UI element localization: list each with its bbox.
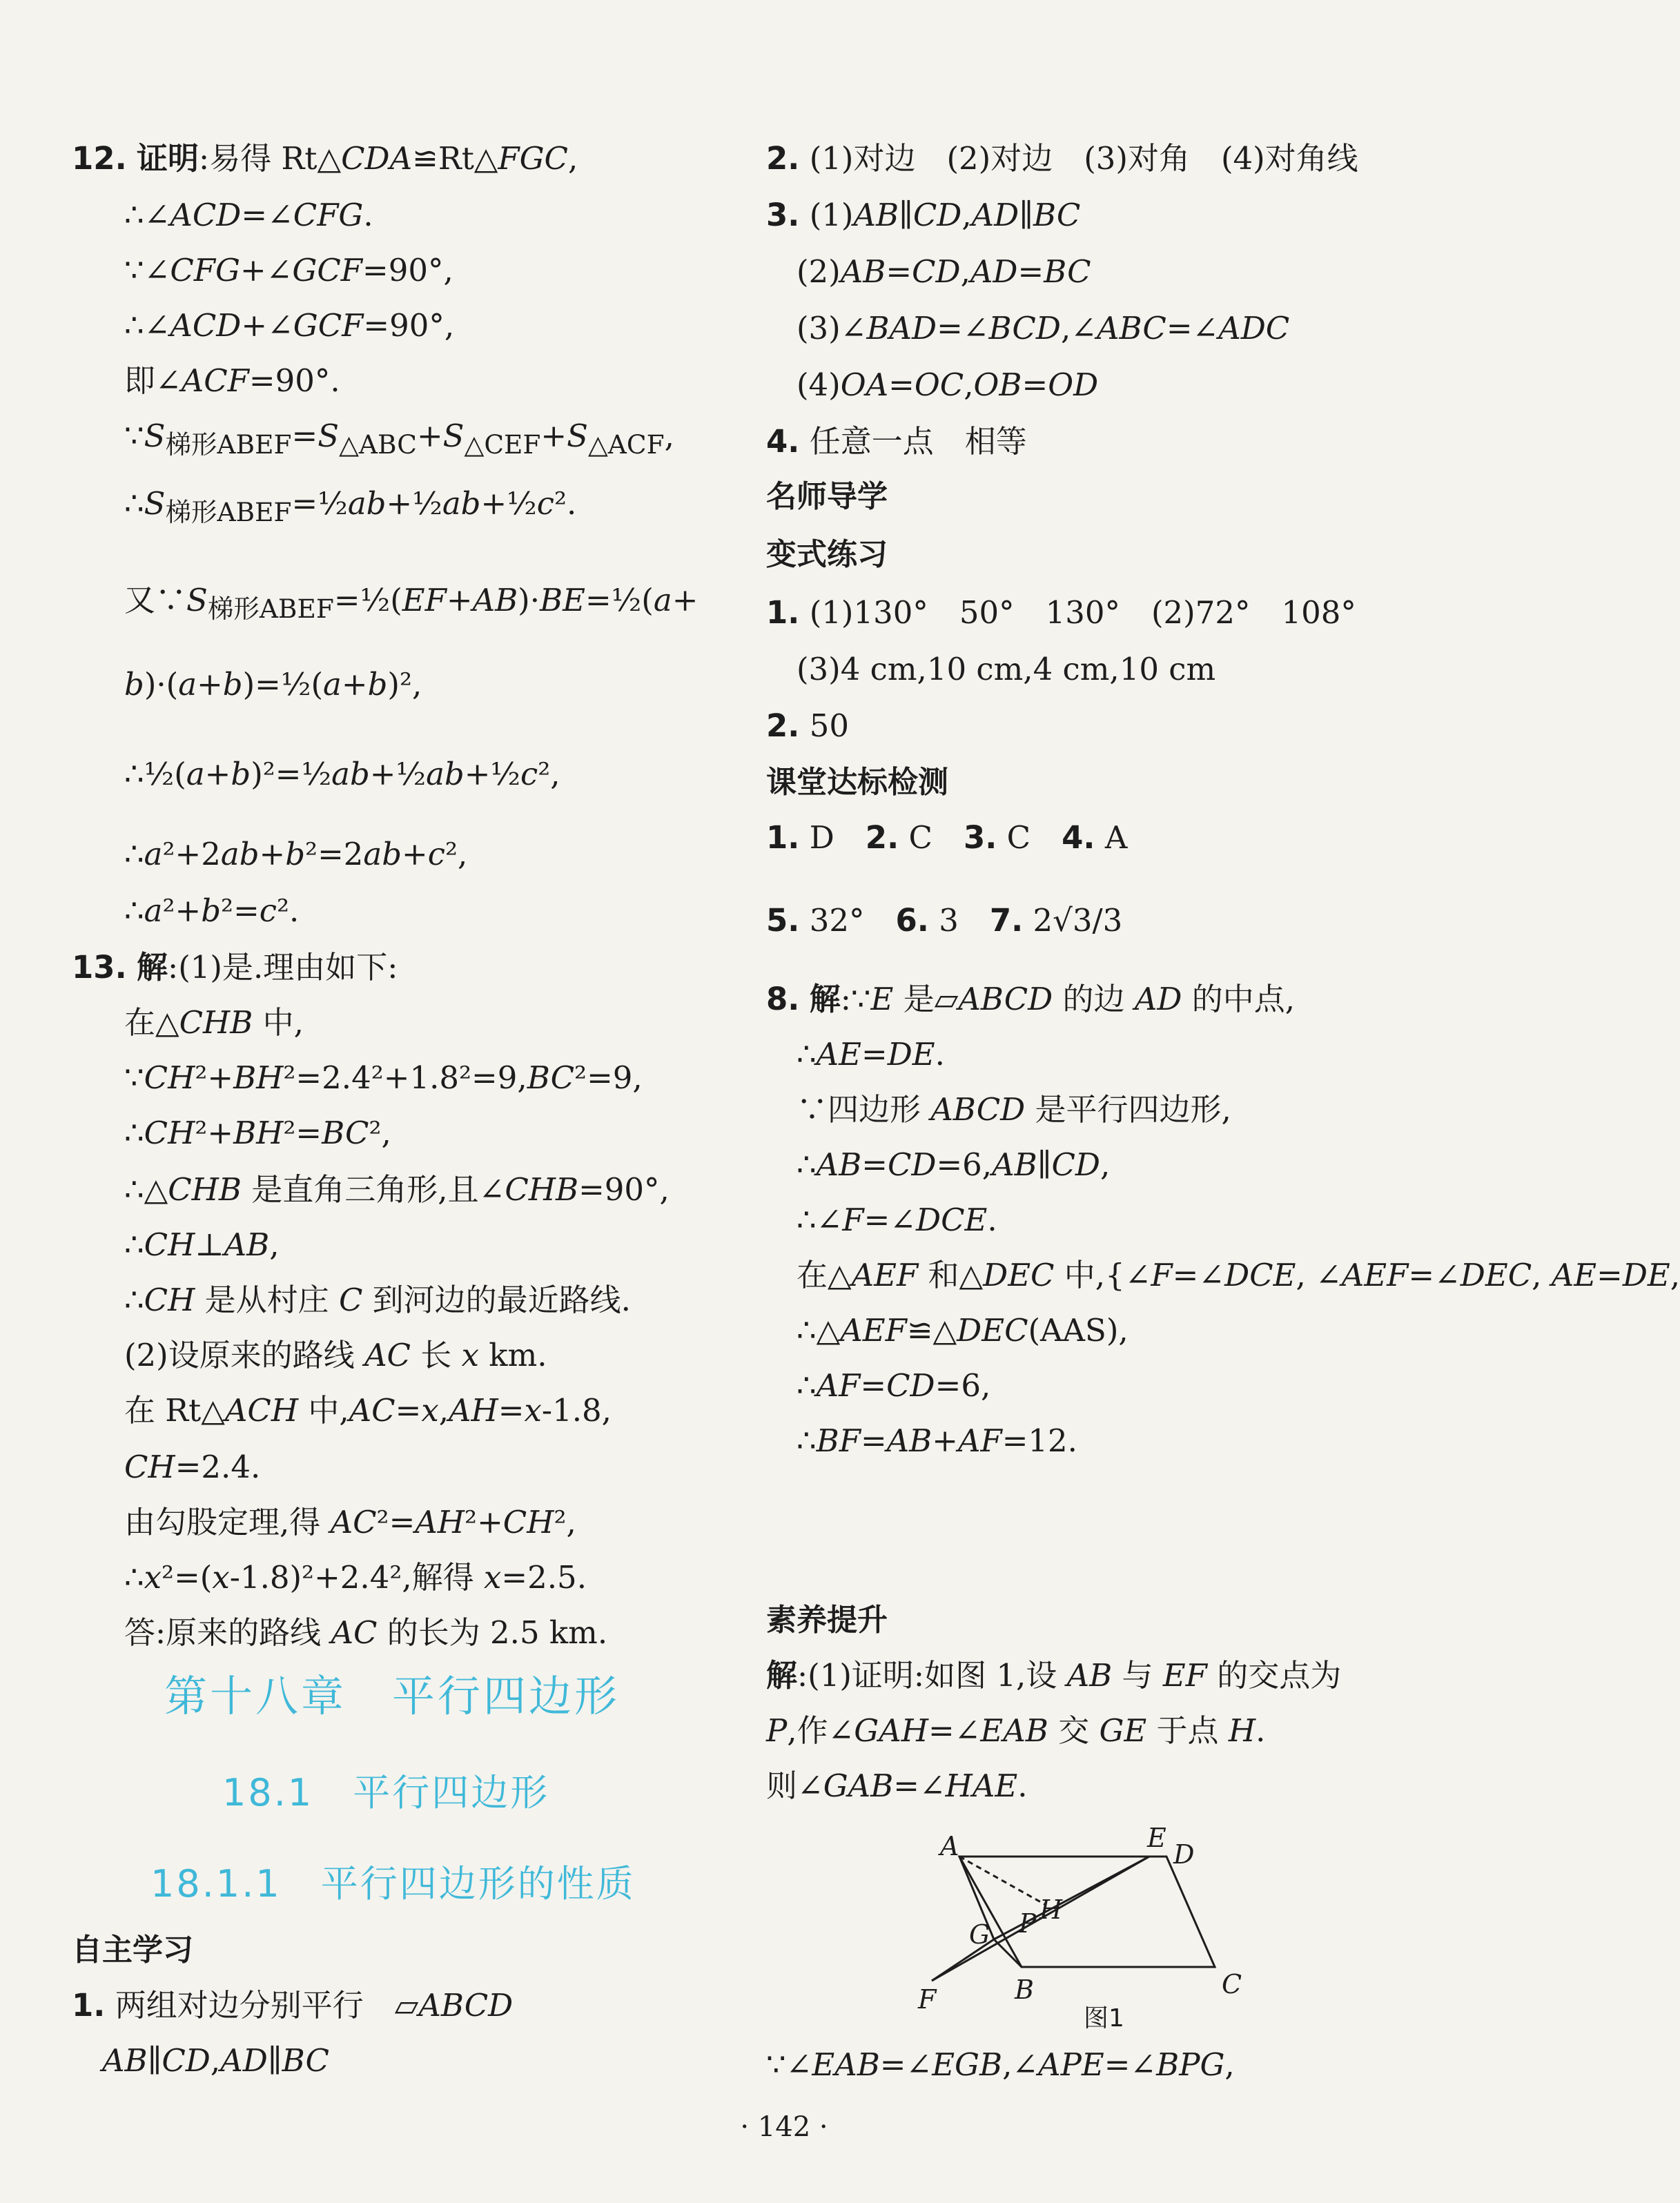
label-p: P [1019, 1908, 1037, 1939]
left-line-16: ∴CH²+BH²=BC², [124, 1115, 391, 1151]
subsection-title: 18.1.1 平行四边形的性质 [150, 1862, 636, 1906]
q8-line-1: 8. 解:∵E 是▱ABCD 的边 AD 的中点, [766, 981, 1296, 1017]
final-line-1: ∵∠EAB=∠EGB,∠APE=∠BPG, [766, 2046, 1235, 2083]
left-line-12: ∴a²+b²=c². [124, 892, 300, 929]
q8-line-5: ∴∠F=∠DCE. [797, 1202, 997, 1238]
left-line-9: b)·(a+b)=½(a+b)², [124, 666, 422, 703]
q8-line-2: ∴AE=DE. [797, 1036, 945, 1073]
q8-line-9: ∴BF=AB+AF=12. [797, 1422, 1077, 1459]
left-line-3: ∵∠CFG+∠GCF=90°, [124, 252, 453, 288]
bianshi-heading: 变式练习 [766, 537, 888, 572]
bianshi-line-3: 2. 50 [766, 707, 849, 744]
q8-line-7: ∴△AEF≌△DEC(AAS), [797, 1312, 1129, 1349]
label-e: E [1147, 1823, 1166, 1853]
ketang-line-1: 1. D 2. C 3. C 4. A [766, 819, 1128, 856]
left-line-8: 又$\because S_{梯形ABEF}=\frac{1}{2}(EF+AB)\cdot BE=\frac{1}{2}(a+$ [124, 582, 699, 624]
left-line-19: ∴CH 是从村庄 C 到河边的最近路线. [124, 1282, 631, 1318]
figure-1-parallelogram [918, 1822, 1277, 2033]
label-g: G [969, 1919, 990, 1950]
right-line-2: 3. (1)AB∥CD,AD∥BC [766, 197, 1081, 233]
suyang-heading: 素养提升 [766, 1603, 888, 1638]
left-line-7: $\therefore S_{梯形ABEF}=\frac{1}{2}ab+\frac{1}{2}ab+\frac{1}{2}c^2$. [124, 485, 577, 527]
right-line-1: 2. (1)对边 (2)对边 (3)对角 (4)对角线 [766, 140, 1358, 177]
left-line-14: 在△CHB 中, [124, 1004, 304, 1041]
suyang-line-3: 则∠GAB=∠HAE. [766, 1768, 1028, 1804]
suyang-line-2: P,作∠GAH=∠EAB 交 GE 于点 H. [766, 1712, 1266, 1749]
left-line-4: ∴∠ACD+∠GCF=90°, [124, 307, 455, 344]
right-line-4: (3)∠BAD=∠BCD,∠ABC=∠ADC [797, 310, 1290, 346]
parallelogram-abcd [959, 1857, 1215, 1967]
label-a: A [940, 1831, 959, 1861]
left-line-20: (2)设原来的路线 AC 长 x km. [124, 1337, 547, 1373]
left-line-6: $\because S_{梯形ABEF}=S_{\triangle ABC}+S_{\triangle CEF}+S_{\triangle ACF}$, [124, 418, 674, 460]
label-b: B [1015, 1975, 1034, 2005]
left-line-17: ∴△CHB 是直角三角形,且∠CHB=90°, [124, 1171, 670, 1208]
left-line-11: ∴a²+2ab+b²=2ab+c², [124, 836, 468, 872]
left-tail-line-2: AB∥CD,AD∥BC [102, 2042, 329, 2079]
segment-ge [994, 1857, 1149, 1939]
q8-line-6: 在△AEF 和△DEC 中,{∠F=∠DCE, ∠AEF=∠DEC, AE=DE, [797, 1257, 1680, 1293]
page-number: · 142 · [740, 2111, 828, 2143]
ketang-heading: 课堂达标检测 [766, 765, 948, 800]
left-line-1: 12. 证明:易得 Rt△CDA≌Rt△FGC, [72, 140, 578, 177]
label-c: C [1222, 1969, 1242, 1999]
left-line-23: 由勾股定理,得 AC²=AH²+CH², [124, 1504, 576, 1540]
label-f: F [918, 1984, 937, 2015]
q8-line-4: ∴AB=CD=6,AB∥CD, [797, 1146, 1111, 1183]
left-line-5: 即∠ACF=90°. [124, 362, 340, 399]
section-title: 18.1 平行四边形 [222, 1771, 550, 1814]
q8-line-3: ∵四边形 ABCD 是平行四边形, [797, 1091, 1231, 1128]
right-line-6: 4. 任意一点 相等 [766, 423, 1027, 460]
left-line-18: ∴CH⊥AB, [124, 1226, 280, 1263]
left-line-21: 在 Rt△ACH 中,AC=x,AH=x-1.8, [124, 1392, 612, 1429]
left-line-2: ∴∠ACD=∠CFG. [124, 197, 373, 233]
figure-caption: 图1 [1084, 2004, 1124, 2033]
mingshi-heading: 名师导学 [766, 479, 888, 514]
left-line-10: ∴½(a+b)²=½ab+½ab+½c², [124, 756, 560, 792]
ketang-line-2: 5. 32° 6. 3 7. 2√3/3 [766, 902, 1123, 939]
bianshi-line-2: (3)4 cm,10 cm,4 cm,10 cm [797, 651, 1216, 687]
self-study-heading: 自主学习 [72, 1932, 193, 1968]
left-line-13: 13. 解:(1)是.理由如下: [72, 949, 398, 986]
right-line-3: (2)AB=CD,AD=BC [797, 253, 1091, 290]
label-d: D [1173, 1839, 1195, 1870]
left-tail-line-1: 1. 两组对边分别平行 ▱ABCD [72, 1987, 514, 2024]
left-line-24: ∴x²=(x-1.8)²+2.4²,解得 x=2.5. [124, 1559, 587, 1596]
suyang-line-1: 解:(1)证明:如图 1,设 AB 与 EF 的交点为 [766, 1657, 1342, 1694]
left-line-25: 答:原来的路线 AC 的长为 2.5 km. [124, 1614, 608, 1651]
bianshi-line-1: 1. (1)130° 50° 130° (2)72° 108° [766, 594, 1356, 631]
q8-line-8: ∴AF=CD=6, [797, 1367, 991, 1404]
chapter-title: 第十八章 平行四边形 [164, 1671, 621, 1721]
right-line-5: (4)OA=OC,OB=OD [797, 366, 1099, 403]
left-line-22: CH=2.4. [124, 1449, 261, 1485]
label-h: H [1039, 1894, 1063, 1925]
left-line-15: ∵CH²+BH²=2.4²+1.8²=9,BC²=9, [124, 1059, 643, 1096]
